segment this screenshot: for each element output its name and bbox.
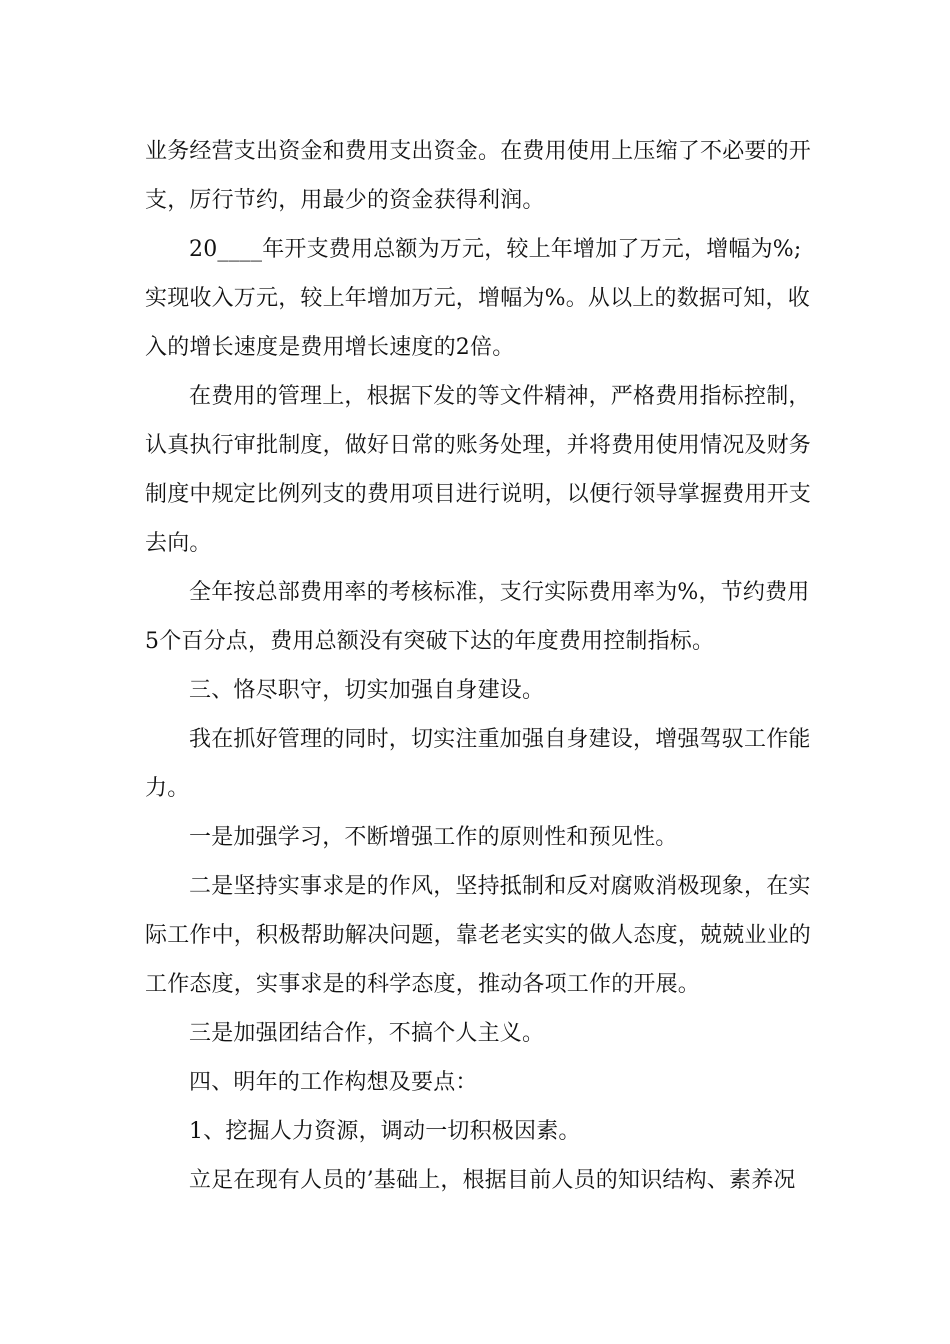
paragraph: 全年按总部费用率的考核标准，支行实际费用率为%，节约费用5个百分点，费用总额没有突破下达的年度费用控制指标。 <box>145 580 810 654</box>
paragraph: 一是加强学习，不断增强工作的原则性和预见性。 <box>189 825 678 850</box>
paragraph: 三是加强团结合作，不搞个人主义。 <box>189 1021 545 1046</box>
paragraph: 我在抓好管理的同时，切实注重加强自身建设，增强驾驭工作能力。 <box>145 727 811 801</box>
section-heading: 三、恪尽职守，切实加强自身建设。 <box>189 678 545 703</box>
paragraph: 立足在现有人员的’基础上，根据目前人员的知识结构、素养况 <box>189 1168 796 1193</box>
paragraph: 二是坚持实事求是的作风，坚持抵制和反对腐败消极现象，在实际工作中，积极帮助解决问题，靠老老实实的做人态度，兢兢业业的工作态度，实事求是的科学态度，推动各项工作的开展。 <box>145 874 812 997</box>
paragraph: 20____年开支费用总额为万元，较上年增加了万元，增幅为%;实现收入万元，较上年增加万元，增幅为%。从以上的数据可知，收入的增长速度是费用增长速度的2倍。 <box>145 237 810 360</box>
paragraph: 业务经营支出资金和费用支出资金。在费用使用上压缩了不必要的开支，厉行节约，用最少的资金获得利润。 <box>145 139 812 213</box>
list-item: 1、挖掘人力资源，调动一切积极因素。 <box>189 1119 581 1144</box>
paragraph: 在费用的管理上，根据下发的等文件精神，严格费用指标控制，认真执行审批制度，做好日常的账务处理，并将费用使用情况及财务制度中规定比例列支的费用项目进行说明，以便行领导掌握费用开支去向。 <box>145 384 812 556</box>
section-heading: 四、明年的工作构想及要点： <box>189 1070 478 1095</box>
document-body <box>145 127 817 1205</box>
